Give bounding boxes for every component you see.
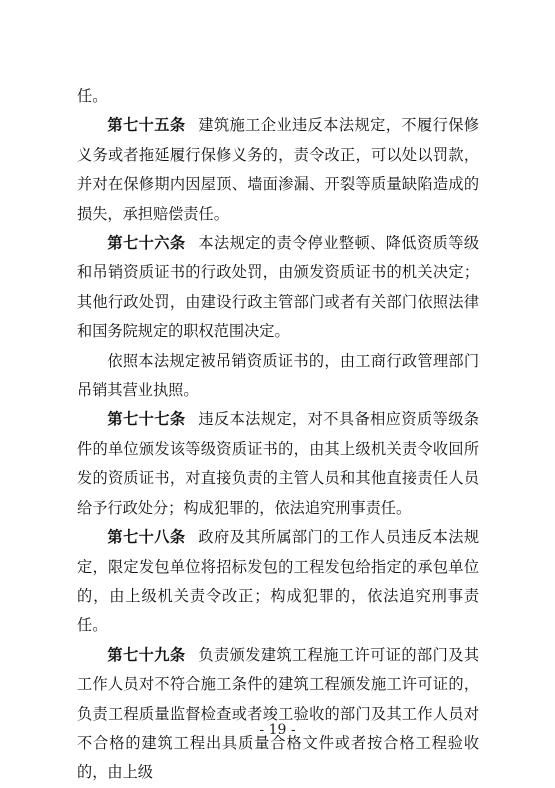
paragraph-text: 任。 [77,87,108,105]
article-text: 违反本法规定，对不具备相应资质等级条件的单位颁发该等级资质证书的，由其上级机关责令收回所发的资质证书，对直接负责的主管人员和其他直接责任人员给予行政处分；构成犯罪的，依法追究刑事责任。 [77,410,480,517]
article-text: 政府及其所属部门的工作人员违反本法规定，限定发包单位将招标发包的工程发包给指定的承包单位的，由上级机关责令改正；构成犯罪的，依法追究刑事责任。 [77,528,480,635]
article-label: 第七十八条 [107,528,186,547]
article-75 [77,111,479,229]
paragraph-text: 依照本法规定被吊销资质证书的，由工商行政管理部门吊销其营业执照。 [77,351,479,400]
article-text: 负责颁发建筑工程施工许可证的部门及其工作人员对不符合施工条件的建筑工程颁发施工许可证的，负责工程质量监督检查或者竣工验收的部门及其工作人员对不合格的建筑工程出具质量合格文件或者按合格工程验收的，由上级 [77,645,480,782]
article-label: 第七十五条 [107,116,186,135]
article-label: 第七十七条 [107,410,186,429]
page-body [77,82,479,788]
article-label: 第七十九条 [107,645,186,664]
article-79 [77,641,479,788]
paragraph-continuation [77,82,479,111]
page-number: - 19 - [259,722,296,738]
article-77 [77,405,479,523]
article-78 [77,523,479,641]
article-text: 本法规定的责令停业整顿、降低资质等级和吊销资质证书的行政处罚，由颁发资质证书的机关决定；其他行政处罚，由建设行政主管部门或者有关部门依照法律和国务院规定的职权范围决定。 [77,234,480,341]
article-text: 建筑施工企业违反本法规定，不履行保修义务或者拖延履行保修义务的，责令改正，可以处以罚款，并对在保修期内因屋顶、墙面渗漏、开裂等质量缺陷造成的损失，承担赔偿责任。 [77,116,480,223]
article-label: 第七十六条 [107,234,186,253]
article-76 [77,229,479,347]
article-76-paragraph-2 [77,347,479,406]
